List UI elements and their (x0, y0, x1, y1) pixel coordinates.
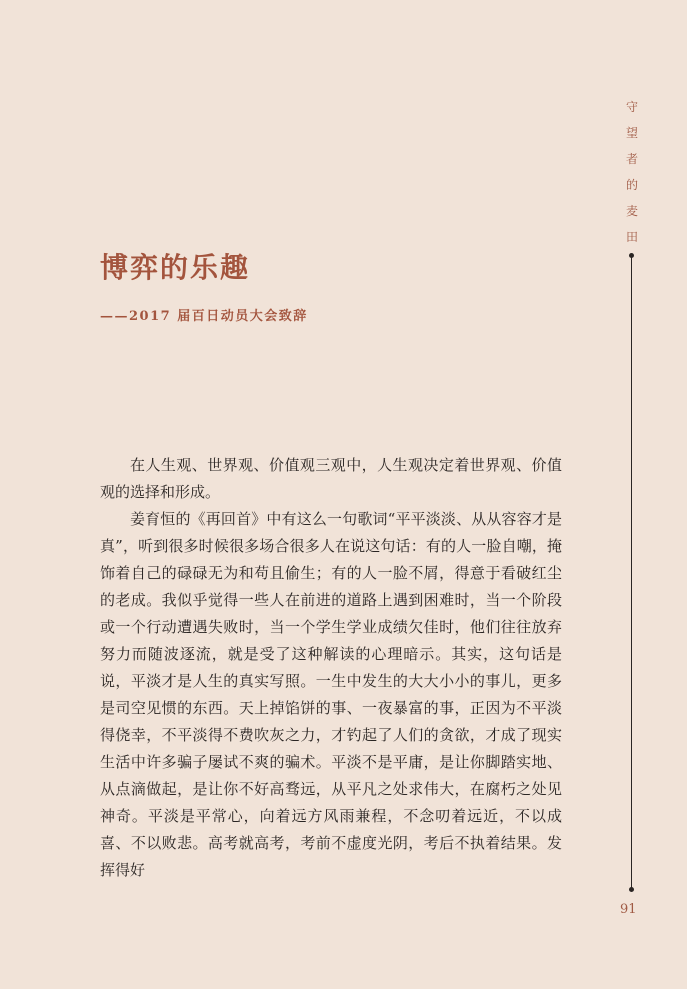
article-body (100, 452, 562, 884)
running-header-char: 者 (625, 152, 638, 166)
page-number: 91 (620, 902, 637, 917)
paragraph: 在人生观、世界观、价值观三观中，人生观决定着世界观、价值观的选择和形成。 (100, 456, 562, 501)
side-vertical-rule (631, 255, 632, 890)
article-subtitle: ——2017 届百日动员大会致辞 (100, 309, 308, 324)
article-title: 博弈的乐趣 (100, 251, 251, 284)
running-header-vertical (624, 94, 640, 250)
running-header-char: 麦 (625, 204, 638, 218)
running-header-char: 田 (625, 230, 638, 244)
running-header-char: 望 (625, 126, 638, 140)
running-header-char: 守 (625, 100, 638, 114)
running-header-char: 的 (625, 178, 638, 192)
paragraph: 姜育恒的《再回首》中有这么一句歌词“平平淡淡、从从容容才是真”，听到很多时候很多场合很多人在说这句话：有的人一脸自嘲，掩饰着自己的碌碌无为和苟且偷生；有的人一脸不屑，得意于看破红尘的老成。我似乎觉得一些人在前进的道路上遇到困难时，当一个阶段或一个行动遭遇失败时，当一个学生学业成绩欠佳时，他们往往放弃努力而随波逐流，就是受了这种解读的心理暗示。其实，这句话是说，平淡才是人生的真实写照。一生中发生的大大小小的事儿，更多是司空见惯的东西。天上掉馅饼的事、一夜暴富的事，正因为不平淡得侥幸，不平淡得不费吹灰之力，才钓起了人们的贪欲，才成了现实生活中许多骗子屡试不爽的骗术。平淡不是平庸，是让你脚踏实地、从点滴做起，是让你不好高骛远，从平凡之处求伟大，在腐朽之处见神奇。平淡是平常心，向着远方风雨兼程，不念叨着远近，不以成喜、不以败悲。高考就高考，考前不虚度光阴，考后不执着结果。发挥得好 (100, 510, 562, 879)
